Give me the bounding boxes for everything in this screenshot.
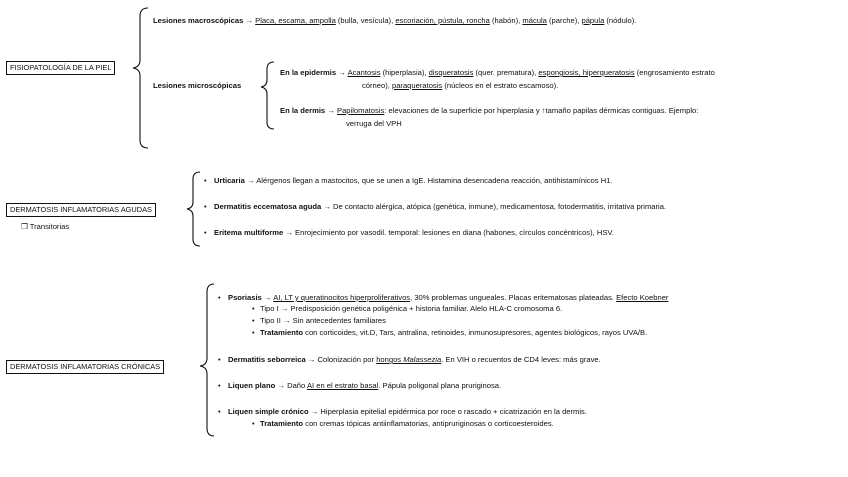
list-item: • Tratamiento con cremas tópicas antiinflamatorias, antipruriginosas o corticoesteroides. (252, 419, 554, 428)
agudas-title: DERMATOSIS INFLAMATORIAS AGUDAS (6, 203, 156, 217)
macro-line: Lesiones macroscópicas → Placa, escama, ampolla (bulla, vesícula), escoriación, pústula, roncha (habón), mácula (parche), pápula (nódulo). (153, 16, 637, 25)
cronicas-title: DERMATOSIS INFLAMATORIAS CRÓNICAS (6, 360, 164, 374)
agudas-subtitle: ❒ Transitorias (21, 222, 70, 231)
list-item: • Dermatitis eccematosa aguda → De contacto alérgica, atópica (genética, inmune), medicamentosa, fotodermatitis, irritativa primaria. (204, 202, 667, 211)
list-item: • Eritema multiforme → Enrojecimiento por vasodil. temporal: lesiones en diana (habones, círculos concéntricos), HSV. (204, 228, 614, 237)
list-item: • Tipo II → Sin antecedentes familiares (252, 316, 386, 325)
epidermis-line: En la epidermis → Acantosis (hiperplasia), disqueratosis (quer. prematura), espongiosis, hiperqueratosis (engrosamiento estrato (280, 68, 715, 77)
cronicas-brace (0, 0, 1, 1)
list-item: • Tratamiento con corticoides, vit.D, Tars, antralina, retinoides, inmunosupresores, agentes biológicos, rayos UVA/B. (252, 328, 648, 337)
liquen-plano-label: Liquen plano (228, 381, 276, 390)
dermis-line: En la dermis → Papilomatosis: elevaciones de la superficie por hiperplasia y ↑tamaño papilas dérmicas contiguas. Ejemplo: (280, 106, 699, 115)
list-item: • Tipo I → Predisposición genética poligénica + historia familiar. Alelo HLA-C cromosoma 6. (252, 304, 563, 313)
eritema-multiforme-label: Eritema multiforme (214, 228, 284, 237)
psoriasis-label: Psoriasis (228, 293, 262, 302)
dermatitis-eccematosa-label: Dermatitis eccematosa aguda (214, 202, 322, 211)
fisiopatologia-title: FISIOPATOLOGÍA DE LA PIEL (6, 61, 115, 75)
dermis-label: En la dermis (280, 106, 326, 115)
micro-label: Lesiones microscópicas (153, 81, 242, 90)
seborreica-line: • Dermatitis seborreica → Colonización por hongos Malassezia. En VIH o recuentos de CD4 leves: más grave. (218, 355, 601, 364)
list-item: • Urticaria → Alérgenos llegan a mastocitos, que se unen a IgE. Histamina desencadena reacción, antihistamínicos H1. (204, 176, 613, 185)
liquen-simple-label: Liquen simple crónico (228, 407, 309, 416)
epidermis-label: En la epidermis (280, 68, 337, 77)
urticaria-label: Urticaria (214, 176, 245, 185)
liquen-plano-line: • Liquen plano → Daño AI en el estrato basal. Pápula poligonal plana pruriginosa. (218, 381, 502, 390)
dermis-line-2: verruga del VPH (346, 119, 402, 128)
seborreica-label: Dermatitis seborreica (228, 355, 306, 364)
macro-label: Lesiones macroscópicas (153, 16, 244, 25)
liquen-simple-line: • Liquen simple crónico → Hiperplasia epitelial epidérmica por roce o rascado + cicatrización en la dermis. (218, 407, 587, 416)
epidermis-line-2: córneo), paraqueratosis (núcleos en el estrato escamoso). (362, 81, 559, 90)
psoriasis-line: • Psoriasis → AI, LT y queratinocitos hiperproliferativos, 30% problemas ungueales. Placas eritematosas plateadas. Efecto Koebner (218, 293, 669, 302)
